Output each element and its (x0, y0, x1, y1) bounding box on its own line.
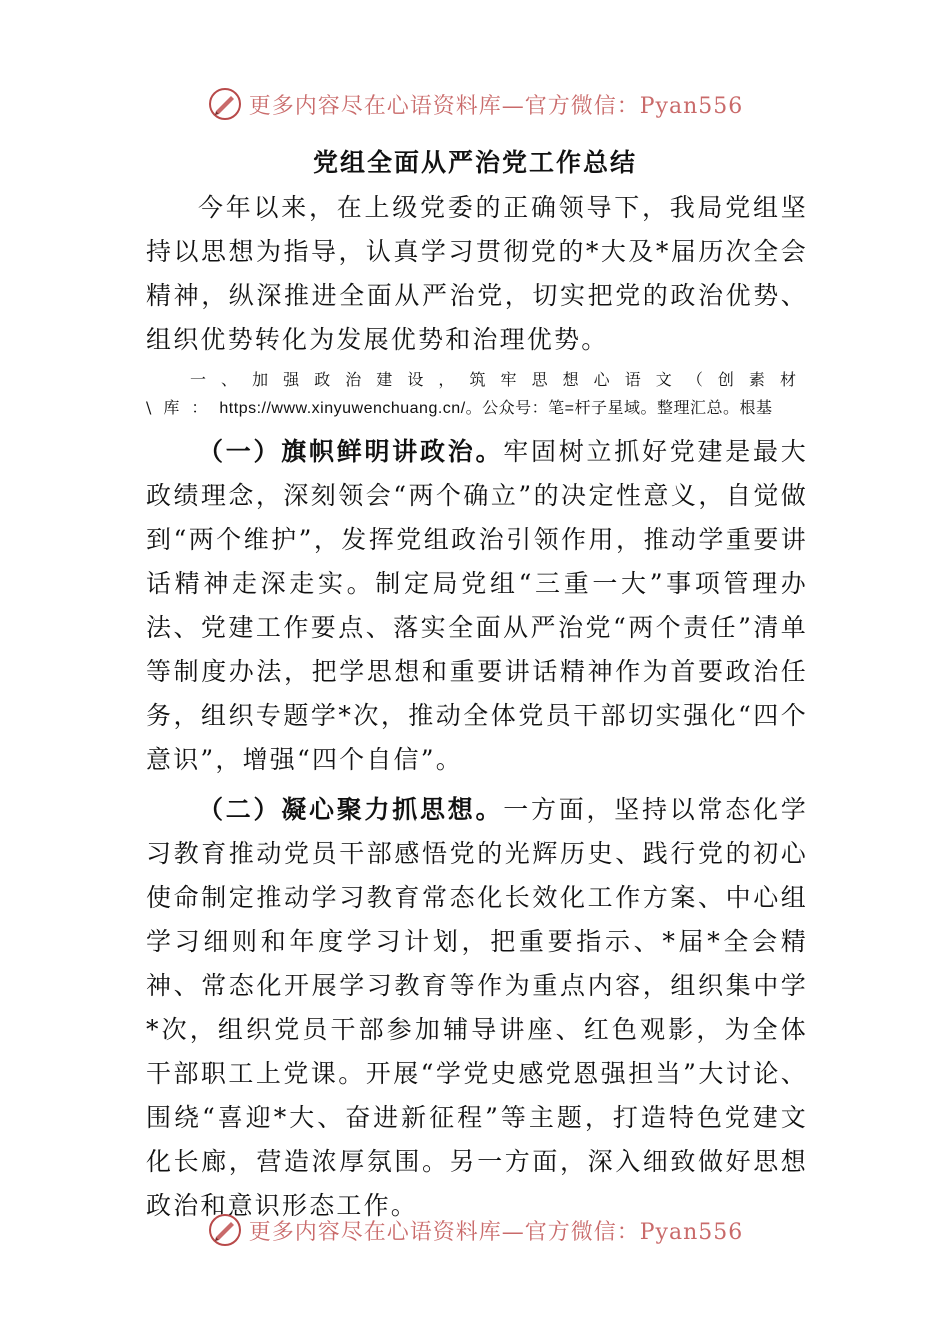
paragraph-thought-heading: （二）凝心聚力抓思想。 (198, 795, 504, 824)
paragraph-politics-heading: （一）旗帜鲜明讲政治。 (198, 437, 504, 466)
header-watermark-text: 更多内容尽在心语资料库—官方微信：Pyan556 (248, 93, 744, 119)
document-title: 党组全面从严治党工作总结 (312, 148, 637, 177)
section-heading-line (146, 366, 808, 422)
section-heading-text: 一、加强政治建设，筑牢思想心语文（创素材\库： (146, 370, 808, 417)
footer-watermark-banner (0, 1210, 950, 1250)
header-watermark-banner (0, 84, 950, 124)
section-heading-source: https://www.xinyuwenchuang.cn/。公众号：笔=杆子星域。整理汇总。根基 (219, 400, 773, 417)
paragraph-politics (146, 430, 808, 782)
paragraph-politics-body: 牢固树立抓好党建是最大政绩理念，深刻领会“两个确立”的决定性意义，自觉做到“两个维护”，发挥党组政治引领作用，推动学重要讲话精神走深走实。制定局党组“三重一大”事项管理办法、党建工作要点、落实全面从严治党“两个责任”清单等制度办法，把学思想和重要讲话精神作为首要政治任务，组织专题学*次，推动全体党员干部切实强化“四个意识”，增强“四个自信”。 (146, 437, 809, 774)
paragraph-thought (146, 788, 808, 1228)
pen-logo-icon (207, 86, 243, 122)
paragraph-thought-body: 一方面，坚持以常态化学习教育推动党员干部感悟党的光辉历史、践行党的初心使命制定推动学习教育常态化长效化工作方案、中心组学习细则和年度学习计划，把重要指示、*届*全会精神、常态化开展学习教育等作为重点内容，组织集中学*次，组织党员干部参加辅导讲座、红色观影，为全体干部职工上党课。开展“学党史感党恩强担当”大讨论、围绕“喜迎*大、奋进新征程”等主题，打造特色党建文化长廊，营造浓厚氛围。另一方面，深入细致做好思想政治和意识形态工作。 (146, 795, 809, 1220)
document-body (146, 186, 808, 1228)
intro-paragraph: 今年以来，在上级党委的正确领导下，我局党组坚持以思想为指导，认真学习贯彻党的*大及*届历次全会精神，纵深推进全面从严治党，切实把党的政治优势、组织优势转化为发展优势和治理优势。 (146, 193, 808, 354)
pen-logo-icon (207, 1212, 243, 1248)
footer-watermark-text: 更多内容尽在心语资料库—官方微信：Pyan556 (248, 1219, 744, 1245)
